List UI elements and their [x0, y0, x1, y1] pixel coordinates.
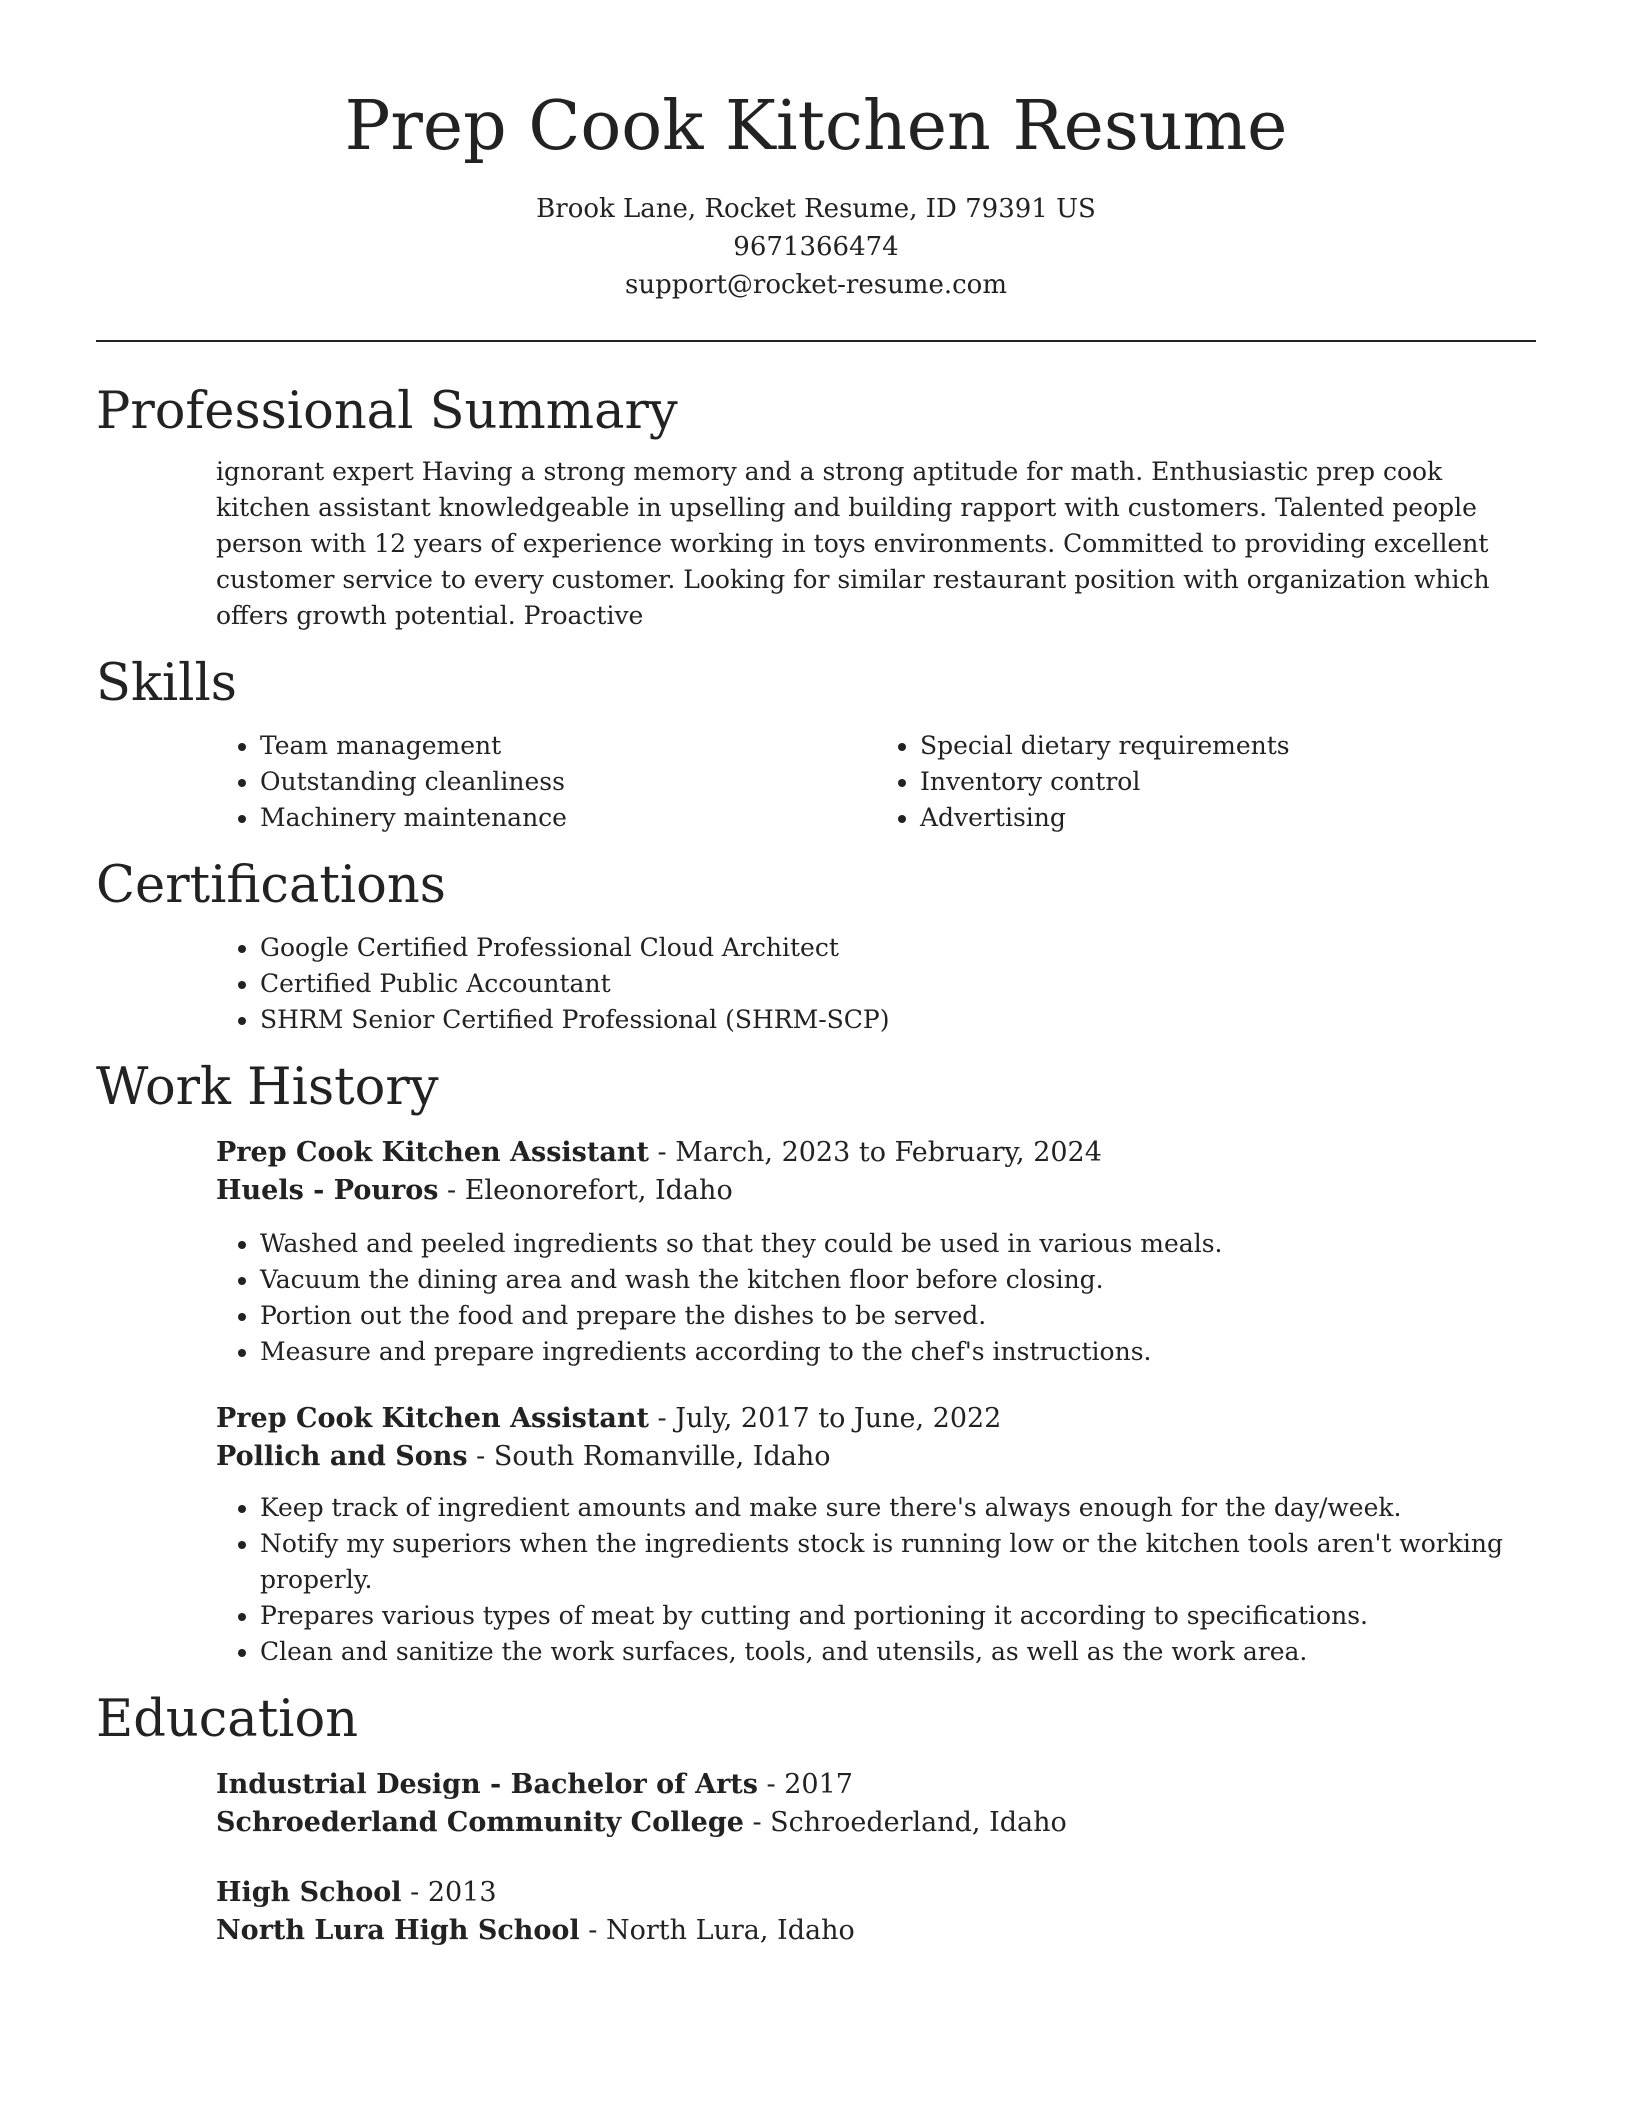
job-bullet: • Keep track of ingredient amounts and make sure there's always enough for the day/week.	[260, 1490, 1536, 1526]
certification-item: • Certified Public Accountant	[260, 966, 1536, 1002]
summary-heading: Professional Summary	[96, 382, 678, 441]
header-divider	[96, 340, 1536, 342]
education-school: Schroederland Community College	[216, 1807, 744, 1838]
job-title-line	[216, 1400, 1536, 1438]
education-degree: Industrial Design - Bachelor of Arts	[216, 1769, 758, 1800]
contact-block	[96, 190, 1536, 304]
resume-title: Prep Cook Kitchen Resume	[344, 87, 1288, 166]
job-bullet: • Vacuum the dining area and wash the kitchen floor before closing.	[260, 1262, 1536, 1298]
education-location: - North Lura, Idaho	[579, 1915, 855, 1946]
certification-item: • Google Certified Professional Cloud Architect	[260, 930, 1536, 966]
skills-list-left	[216, 728, 876, 836]
certifications-section	[216, 930, 1536, 1038]
address: Brook Lane, Rocket Resume, ID 79391 US	[536, 194, 1096, 224]
skills-list-right	[876, 728, 1536, 836]
job-company-line	[216, 1438, 1536, 1476]
job-bullet: • Portion out the food and prepare the dishes to be served.	[260, 1298, 1536, 1334]
work-history-section	[216, 1134, 1536, 1670]
education-location: - Schroederland, Idaho	[743, 1807, 1067, 1838]
summary-text: ignorant expert Having a strong memory and a strong aptitude for math. Enthusiastic prep cook kitchen assistant knowledgeable in upselling and building rapport with customers. Talented people person with 12 years of experience working in toys environments. Committed to providing excellent customer service to every customer. Looking for similar restaurant position with organization which offers growth potential. Proactive	[216, 457, 1490, 630]
skill-item: • Special dietary requirements	[920, 728, 1536, 764]
education-school: North Lura High School	[216, 1915, 580, 1946]
certification-item: • SHRM Senior Certified Professional (SHRM-SCP)	[260, 1002, 1536, 1038]
skill-item: • Machinery maintenance	[260, 800, 876, 836]
job-location: - Eleonorefort, Idaho	[438, 1175, 733, 1206]
job-bullet: • Measure and prepare ingredients according to the chef's instructions.	[260, 1334, 1536, 1370]
education-school-line	[216, 1912, 1536, 1950]
skills-heading: Skills	[96, 654, 237, 713]
job-company-line	[216, 1172, 1536, 1210]
education-year: - 2013	[401, 1877, 497, 1908]
job-entry	[216, 1400, 1536, 1670]
summary-section	[216, 454, 1536, 634]
skills-section	[216, 728, 1536, 836]
skill-item: • Advertising	[920, 800, 1536, 836]
education-heading: Education	[96, 1690, 359, 1749]
resume-page	[96, 0, 1536, 1950]
job-company: Huels - Pouros	[216, 1175, 439, 1206]
certifications-heading: Certifications	[96, 856, 446, 915]
education-year: - 2017	[757, 1769, 853, 1800]
job-location: - South Romanville, Idaho	[467, 1441, 831, 1472]
job-entry	[216, 1134, 1536, 1370]
job-bullet: • Prepares various types of meat by cutting and portioning it according to specifications.	[260, 1598, 1536, 1634]
education-section	[216, 1766, 1536, 1950]
skill-item: • Team management	[260, 728, 876, 764]
job-dates: - July, 2017 to June, 2022	[648, 1403, 1002, 1434]
job-role: Prep Cook Kitchen Assistant	[216, 1403, 649, 1434]
certifications-list	[216, 930, 1536, 1038]
job-role: Prep Cook Kitchen Assistant	[216, 1137, 649, 1168]
education-entry	[216, 1874, 1536, 1950]
education-entry	[216, 1766, 1536, 1842]
phone: 9671366474	[733, 232, 899, 262]
email: support@rocket-resume.com	[624, 270, 1007, 300]
job-bullet: • Washed and peeled ingredients so that they could be used in various meals.	[260, 1226, 1536, 1262]
job-title-line	[216, 1134, 1536, 1172]
job-bullets	[216, 1226, 1536, 1370]
job-bullet: • Notify my superiors when the ingredients stock is running low or the kitchen tools aren't working properly.	[260, 1526, 1536, 1598]
job-dates: - March, 2023 to February, 2024	[648, 1137, 1102, 1168]
education-degree: High School	[216, 1877, 402, 1908]
job-bullet: • Clean and sanitize the work surfaces, tools, and utensils, as well as the work area.	[260, 1634, 1536, 1670]
work-history-heading: Work History	[96, 1058, 439, 1117]
skill-item: • Outstanding cleanliness	[260, 764, 876, 800]
education-school-line	[216, 1804, 1536, 1842]
education-degree-line	[216, 1874, 1536, 1912]
job-company: Pollich and Sons	[216, 1441, 468, 1472]
job-bullets	[216, 1490, 1536, 1670]
skill-item: • Inventory control	[920, 764, 1536, 800]
education-degree-line	[216, 1766, 1536, 1804]
